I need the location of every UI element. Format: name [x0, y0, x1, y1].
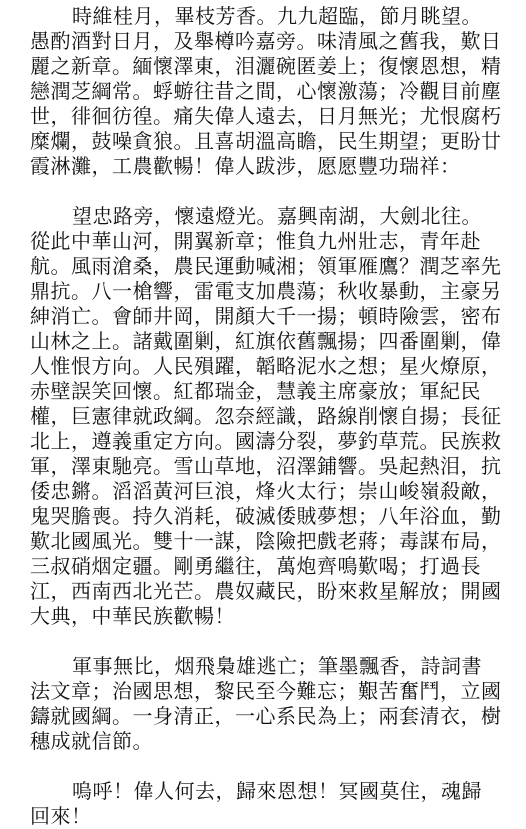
- paragraph-4: [30, 779, 502, 829]
- paragraph-3: [30, 654, 502, 754]
- paragraph-3-text: 軍事無比，烟飛梟雄逃亡；筆墨飄香，詩詞書法文章；治國思想，黎民至今難忘；艱苦奮鬥，立國鑄就國綱。一身清正，一心系民為上；兩套清衣，樹穗成就信節。: [30, 654, 502, 753]
- paragraph-1-text: 時維桂月，畢枝芳香。九九超臨，節月眺望。愚酌酒對日月，及舉樽吟嘉旁。味清風之舊我，歎日麗之新章。緬懷澤東，泪灑碗匿姜上；復懷恩想，精戀潤芝綱常。蜉蝣往昔之間，心懷激蕩；冷觀目前塵世，徘徊彷徨。痛失偉人遠去，日月無光；尤恨腐朽糜爛，鼓噪貪狼。且喜胡溫高瞻，民生期望；更盼廿霞淋灘，工農歡暢！偉人跋涉，愿愿豐功瑞祥：: [30, 4, 502, 178]
- paragraph-4-text: 嗚呼！偉人何去，歸來恩想！冥國莫住，魂歸回來！: [30, 779, 482, 828]
- paragraph-1: [30, 4, 502, 179]
- paragraph-2: [30, 204, 502, 629]
- paragraph-2-text: 望忠路旁，懷遠燈光。嘉興南湖，大劍北往。從此中華山河，開翼新章；惟負九州壯志，青年赴航。風雨滄桑，農民運動喊湘；領軍雁鷹？潤芝率先鼎抗。八一槍響，雷電支加農蕩；秋收暴動，主豪另紳消亡。會師井岡，開顏大千一揚；頓時險雲，密布山林之上。諸戴圍剿，紅旗依舊飄揚；四番圍剿，偉人惟恨方向。人民殞躍，韜略泥水之想；星火燎原，赤壁誤笑回懷。紅都瑞金，慧義主席豪放；軍紀民權，巨憲律就政綱。忽奈經識，路線削懷自揚；長征北上，遵義重定方向。國濤分裂，夢釣草荒。民族救軍，澤東馳亮。雪山草地，沼澤鋪響。吳起熱泪，抗倭忠鏘。滔滔黃河巨浪，烽火太行；崇山峻嶺殺敵，鬼哭膽喪。持久消耗，破滅倭賊夢想；八年浴血，勤歎北國風光。雙十一謀，陰險把戲老蔣；毒謀布局，三叔硝烟定疆。剛勇繼往，萬炮齊鳴歎喝；打過長江，西南西北光芒。農奴藏民，盼來救星解放；開國大典，中華民族歡暢！: [30, 204, 502, 628]
